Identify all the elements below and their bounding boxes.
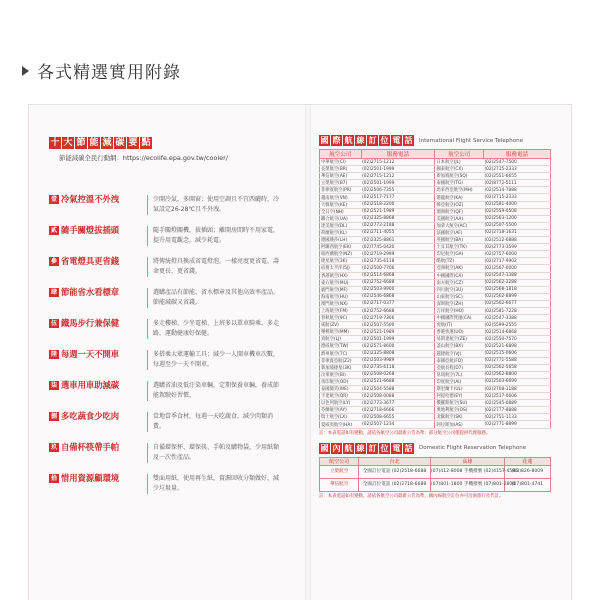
phone-cell: (02)2773-3599 [483, 244, 550, 251]
airline-cell: 德威航空(TW) [320, 343, 362, 350]
phone-cell: (02)2325-8861 [361, 237, 435, 244]
left-page-subtitle: 節能減碳全民行動網：https://ecolife.epa.gov.tw/cooler/ [59, 154, 228, 162]
airline-cell: 紐西蘭航空(NZ) [320, 251, 362, 258]
phone-cell: (02)2547-3388 [483, 272, 550, 279]
table-row [320, 187, 551, 194]
tip-item [49, 443, 295, 463]
phone-cell: (02)2771-5588 [483, 357, 550, 364]
section-subtitle: Domestic Flight Reservation Telephone [419, 445, 527, 452]
title-char: 減 [102, 138, 112, 148]
airline-cell: 土耳其航空(TK) [435, 244, 484, 251]
phone-cell: (02)5599-2555 [483, 322, 550, 329]
phone-cell: (02)2518-2200 [361, 201, 435, 208]
airline-cell: 華信航空 [320, 478, 359, 491]
airline-cell: 深圳航空(ZH) [435, 300, 484, 307]
table-row [320, 173, 551, 180]
airline-cell: 奧地利航空(OS) [435, 407, 484, 414]
left-page [49, 137, 295, 492]
tip-number-badge: 壹 [50, 196, 57, 203]
title-char: 國 [320, 443, 329, 453]
phone-cell: (02)2502-6677 [483, 300, 550, 307]
airline-cell: 亞洲航空(AK) [435, 265, 484, 272]
airline-cell: 菲律賓航空(PR) [320, 187, 362, 194]
phone-cell: (02)2325-8808 [361, 350, 435, 357]
phone-cell: (07)801-4741 [504, 478, 550, 491]
tip-item [49, 350, 295, 370]
domestic-section-title [319, 443, 551, 454]
right-page [319, 135, 551, 500]
phone-cell: (02)2551-6655 [483, 173, 550, 180]
phone-cell: (02)2325-8868 [361, 215, 435, 222]
tip-title: 自備杯筷帶手帕 [61, 442, 120, 452]
table-row [320, 322, 551, 329]
airline-cell: 港龍航空(KA) [435, 194, 484, 201]
phone-cell: (02)2715-2333 [483, 166, 550, 173]
table-row [320, 364, 551, 371]
airline-cell: 阿聯酋航空(EK) [320, 244, 362, 251]
airline-cell: 美國航空(AA) [435, 215, 484, 222]
airline-cell: 新加坡航空(SQ) [435, 173, 484, 180]
phone-cell: (02)2752-6688 [361, 307, 435, 314]
phone-cell: (02)2507-5500 [483, 222, 550, 229]
table-row [320, 478, 551, 491]
phone-cell: (02)2581-7228 [483, 307, 550, 314]
title-char: 訂 [368, 136, 377, 145]
phone-cell: (02)2773-3677 [361, 400, 435, 407]
phone-cell: (02)2500-7706 [361, 265, 435, 272]
airline-cell: 加拿大航空(AC) [435, 222, 484, 229]
tip-item [49, 195, 295, 215]
airline-cell: 斯里蘭卡(UL) [435, 386, 484, 393]
title-char: 航 [344, 443, 353, 453]
airline-cell: 以色列航空(LY) [320, 400, 362, 407]
title-char: 線 [356, 443, 365, 453]
phone-cell: (02)2757-6000 [483, 251, 550, 258]
title-char: 國 [320, 136, 329, 145]
table-row [320, 286, 551, 293]
phone-cell: (07)412-8008 手機撥號 (02)4157-4596 [430, 465, 504, 478]
column-header: 高雄 [430, 457, 504, 465]
phone-cell: (02)2521-1989 [361, 329, 435, 336]
table-row [320, 201, 551, 208]
table-header-row [320, 150, 551, 159]
tip-title: 選車用車助減碳 [61, 380, 120, 390]
tip-number-badge: 貳 [50, 227, 57, 234]
phone-cell: (02)2562-8899 [483, 293, 550, 300]
airline-cell: 威航(ZV) [320, 322, 362, 329]
phone-cell: (02)2521-6688 [361, 378, 435, 385]
title-char: 大 [63, 138, 73, 148]
airline-cell: 德國漢莎(LH) [320, 237, 362, 244]
airline-cell: 馬印航空(OD) [320, 378, 362, 385]
phone-cell: (02)2568-1818 [483, 286, 550, 293]
table-row [320, 307, 551, 314]
tip-number-badge: 伍 [50, 320, 57, 327]
domestic-note: 註：本表電話如有變動，請依各航空公司最新公告為準，國內線航空訂位亦可洽詢旅行社代訂。 [319, 493, 504, 499]
table-row [320, 329, 551, 336]
airline-cell: 越南航空(VN) [320, 194, 362, 201]
phone-cell: (02)2517-7177 [361, 194, 435, 201]
phone-cell: (02)2547-7500 [483, 159, 550, 166]
title-char: 內 [332, 443, 341, 453]
table-row [320, 421, 551, 428]
tip-number-badge: 拾 [50, 475, 57, 482]
table-row [320, 180, 551, 187]
tip-number-badge: 柒 [50, 382, 57, 389]
tip-item [49, 257, 295, 277]
table-row [320, 208, 551, 215]
phone-cell: 全國訂位電話 (02)2718-6688 [359, 478, 431, 491]
phone-cell: (07)801-1800 手機撥號 (07)801-2800 [430, 478, 504, 491]
tip-number-badge: 捌 [50, 413, 57, 420]
phone-cell: (02)2507-1234 [361, 421, 435, 428]
phone-cell: (02)2717-9902 [483, 258, 550, 265]
phone-cell: (02)2546-6868 [361, 293, 435, 300]
phone-cell: (02)2506-7255 [361, 187, 435, 194]
table-row [320, 343, 551, 350]
title-char: 話 [404, 443, 413, 453]
airline-cell: 馬來西亞航空(MH) [435, 187, 484, 194]
phone-cell: (02)8772-5111 [483, 180, 550, 187]
phone-cell: (02)2508-0088 [361, 393, 435, 400]
phone-cell: (02)2508-6655 [361, 414, 435, 421]
airline-cell: 真航空(LJ) [320, 336, 362, 343]
phone-cell: (02)2717-0377 [361, 300, 435, 307]
phone-cell: (02)2771-8899 [483, 421, 550, 428]
tip-number-badge: 肆 [50, 289, 57, 296]
airline-cell: 韓亞航空(OZ) [435, 201, 484, 208]
phone-cell: (02)2562-5658 [483, 364, 550, 371]
table-row [320, 371, 551, 378]
phone-cell: (02)2504-5588 [361, 386, 435, 393]
airline-cell: 印尼航空(GA) [435, 251, 484, 258]
triangle-bullet-icon [22, 66, 29, 76]
title-char: 位 [380, 136, 389, 145]
tip-item [49, 319, 295, 339]
title-char: 電 [392, 136, 401, 145]
intl-section-title [319, 135, 551, 146]
column-header: 航空公司 [435, 150, 484, 159]
airline-cell: 國泰航空(CX) [435, 166, 484, 173]
airline-cell: 立榮航空(B7) [320, 180, 362, 187]
airline-cell: 香港航空(HX) [320, 272, 362, 279]
phone-cell: (02)2515-0606 [483, 350, 550, 357]
phone-cell: (02)2501-1999 [361, 180, 435, 187]
phone-cell: (02)2719-2999 [361, 251, 435, 258]
phone-cell: (02)2571-8600 [361, 343, 435, 350]
title-char: 電 [392, 443, 401, 453]
title-char: 要 [128, 138, 138, 148]
title-char: 十 [50, 138, 60, 148]
airline-cell: 瑞士航空(LX) [320, 414, 362, 421]
table-row [320, 407, 551, 414]
phone-cell: (02)2711-4055 [361, 229, 435, 236]
airline-cell: 澳洲航空(QF) [435, 208, 484, 215]
phone-cell: (02)2508-0268 [361, 371, 435, 378]
airline-cell: 芬蘭航空(AY) [320, 407, 362, 414]
phone-cell: (02)2562-2288 [483, 279, 550, 286]
airline-cell: 夏威夷航空(HA) [320, 421, 362, 428]
phone-cell: (02)2563-1200 [483, 215, 550, 222]
airline-cell: 英國航空(BA) [435, 237, 484, 244]
table-row [320, 222, 551, 229]
table-row [320, 237, 551, 244]
airline-cell: 泰國航空(TG) [435, 180, 484, 187]
tip-description: 當地當季食材，每週一天吃蔬食，減少肉類消費。 [147, 412, 283, 432]
tip-item [49, 412, 295, 432]
phone-cell: (02)2719-7366 [361, 315, 435, 322]
tip-title: 隨手關燈拔插頭 [61, 225, 120, 235]
airline-cell: 澳門航空(NX) [320, 300, 362, 307]
phone-cell: (02)7745-0420 [361, 244, 435, 251]
phone-cell: (02)2559-0508 [483, 208, 550, 215]
table-header-row [320, 457, 551, 465]
phone-cell: (02)2517-0606 [483, 393, 550, 400]
phone-cell: (02)2501-1999 [361, 166, 435, 173]
tip-item [49, 288, 295, 308]
airline-cell: 酷航(TZ) [435, 258, 484, 265]
airline-cell: 釜山航空(BX) [435, 343, 484, 350]
table-row [320, 357, 551, 364]
airline-cell: 泰國微笑(WE) [320, 386, 362, 393]
phone-cell: (02)2503-9900 [361, 286, 435, 293]
airline-cell: 全日空(NH) [320, 208, 362, 215]
intl-phone-table [319, 149, 551, 429]
phone-cell: (02)2708-1188 [483, 386, 550, 393]
table-row [320, 293, 551, 300]
table-row [320, 194, 551, 201]
airline-cell: 易斯達航空(ZE) [435, 336, 484, 343]
table-row [320, 378, 551, 385]
phone-cell: (02)2512-6888 [483, 237, 550, 244]
airline-cell: 亞航長程(D7) [435, 364, 484, 371]
tip-item [49, 381, 295, 401]
airline-cell: 吉祥航空(HO) [435, 307, 484, 314]
title-char: 線 [356, 136, 365, 145]
tip-title: 省電燈具更省錢 [61, 256, 120, 266]
airline-cell: 阿提哈德(EY) [435, 393, 484, 400]
table-row [320, 393, 551, 400]
title-char: 位 [380, 443, 389, 453]
airline-cell: 四川航空(3U) [435, 286, 484, 293]
airline-cell: 東方航空(MU) [320, 279, 362, 286]
tip-description: 多走樓梯、少坐電梯、上班多以單車騎乘、多走路，運動健康好保健。 [147, 319, 283, 339]
airline-cell: 汶萊航空(BI) [320, 371, 362, 378]
airline-cell: 中華航空(CI) [320, 159, 362, 166]
title-char: 訂 [368, 443, 377, 453]
phone-cell: (02)2751-1133 [483, 414, 550, 421]
tip-item [49, 226, 295, 246]
phone-cell: (02)2550-7570 [483, 336, 550, 343]
tip-description: 多搭乘大眾運輸工具；減少一人開車機車次數，每週至少一天不開車。 [147, 350, 283, 370]
table-row [320, 244, 551, 251]
table-row [320, 279, 551, 286]
table-row [320, 215, 551, 222]
airline-cell: 海南航空(HU) [320, 293, 362, 300]
tip-title: 冷氣控溫不外洩 [61, 194, 120, 204]
booklet-fold [305, 105, 311, 600]
airline-cell: 立榮航空 [320, 465, 359, 478]
airline-cell: 南方航空(CZ) [435, 279, 484, 286]
column-header: 服務電話 [483, 150, 550, 159]
airline-cell: 泰國亞航(FD) [435, 357, 484, 364]
table-row [320, 258, 551, 265]
phone-cell: (02)2752-6688 [361, 279, 435, 286]
title-char: 航 [344, 136, 353, 145]
phone-cell: (02)2777-8888 [483, 407, 550, 414]
tip-description: 選購產品有節能、省水標章及其他高效率產品，節能減碳又省錢。 [147, 288, 283, 308]
title-char: 話 [404, 136, 413, 145]
airline-cell: 香港快運(UO) [435, 329, 484, 336]
airline-cell: 法國航空(AF) [435, 229, 484, 236]
airline-cell: 新加坡捷星(3K) [320, 364, 362, 371]
airline-cell: 聯合航空(UA) [320, 215, 362, 222]
table-row [320, 414, 551, 421]
phone-cell: (02)2545-0889 [483, 400, 550, 407]
tip-title: 每週一天不開車 [61, 349, 120, 359]
page-title: 各式精選實用附錄 [37, 63, 181, 83]
phone-cell: (02)2507-5500 [361, 322, 435, 329]
table-row [320, 229, 551, 236]
phone-cell: (02)2547-3388 [483, 315, 550, 322]
airline-cell: 濟州航空(7C) [320, 350, 362, 357]
airline-cell: 長榮航空(BR) [320, 166, 362, 173]
phone-cell: (02)2503-9989 [361, 357, 435, 364]
table-row [320, 166, 551, 173]
airline-cell: 日本航空(JL) [435, 159, 484, 166]
tip-description: 將傳統燈具換成省電燈泡，一樣亮度更省電，壽命更長、更省錢。 [147, 257, 283, 277]
phone-cell: (02)2715-1212 [361, 159, 435, 166]
tip-title: 鐵馬步行兼保健 [61, 318, 120, 328]
table-row [320, 272, 551, 279]
airline-cell: 大韓航空(KE) [320, 201, 362, 208]
phone-cell: (02)2503-6699 [483, 378, 550, 385]
table-row [320, 386, 551, 393]
column-header: 花蓮 [504, 457, 550, 465]
table-row [320, 265, 551, 272]
airline-cell: 達美航空(DL) [320, 222, 362, 229]
airline-cell: 阿拉斯加(AS) [435, 421, 484, 428]
column-header: 航空公司 [320, 457, 359, 465]
phone-cell: (02)2735-6118 [361, 364, 435, 371]
tip-title: 節能省水看標章 [61, 287, 120, 297]
airline-cell: 印度航空(AI) [435, 378, 484, 385]
section-subtitle: International Flight Service Telephone [419, 137, 523, 144]
title-char: 際 [332, 136, 341, 145]
left-page-title [49, 137, 295, 149]
airline-cell: 宿務太平洋(5J) [320, 265, 362, 272]
airline-cell: 荷蘭航空(KL) [320, 229, 362, 236]
table-row [320, 400, 551, 407]
tip-number-badge: 陸 [50, 351, 57, 358]
airline-cell: 中國國際貨運(CA) [435, 315, 484, 322]
phone-cell: (02)2567-0000 [483, 265, 550, 272]
airline-cell: 卡達航空(QR) [320, 393, 362, 400]
airline-cell: 俄羅斯航空(SU) [435, 400, 484, 407]
phone-cell: (02)2562-8800 [483, 371, 550, 378]
phone-cell: (03)826-8009 [504, 465, 550, 478]
phone-cell: (02)2581-4000 [483, 201, 550, 208]
airline-cell: 越捷航空(VJ) [435, 350, 484, 357]
airline-cell: 菲律賓亞航(Z2) [320, 357, 362, 364]
tip-number-badge: 參 [50, 258, 57, 265]
phone-cell: (02)2718-1631 [483, 229, 550, 236]
airline-cell: 廈門航空(MF) [320, 286, 362, 293]
tip-description: 選購省油及低汙染車輛，定期保養車輛，養成節能駕駛好習慣。 [147, 381, 283, 401]
table-row [320, 465, 551, 478]
airline-cell: 帛琉航空(7L) [435, 371, 484, 378]
table-row [320, 350, 551, 357]
tip-title: 多吃蔬食少吃肉 [61, 411, 120, 421]
tip-description: 少開冷氣，多開窗；使用空調且不宜西曬時，冷氣設定26-28℃且不外洩。 [147, 195, 283, 215]
column-header: 台北 [359, 457, 431, 465]
phone-cell: (02)2514-7888 [483, 187, 550, 194]
tip-title: 惜用資源顧環境 [61, 473, 120, 483]
tip-description: 雙面用紙，使用再生紙，資源回收分類做好，減少垃圾量。 [147, 474, 283, 494]
tip-number-badge: 玖 [50, 444, 57, 451]
title-char: 能 [89, 138, 99, 148]
tip-description: 自備環保杯、環保筷、手帕及購物袋，少用紙類及一次性產品。 [147, 443, 283, 463]
phone-cell: (02)2772-2188 [361, 222, 435, 229]
airline-cell: 捷星航空(3K) [320, 258, 362, 265]
title-char: 碳 [115, 138, 125, 148]
phone-cell: 全國訂位電話 (02)2518-6688 [359, 465, 431, 478]
table-row [320, 300, 551, 307]
airline-cell: 春秋航空(9C) [320, 315, 362, 322]
phone-cell: (02)2715-2333 [483, 194, 550, 201]
title-char: 點 [141, 138, 151, 148]
tip-item [49, 474, 295, 494]
domestic-phone-table [319, 457, 551, 492]
intl-note: 註：本表電話如有變動，請依各航空公司最新公告為準；部分航空公司僅提供代理服務。 [319, 430, 491, 436]
phone-cell: (02)2501-1999 [361, 336, 435, 343]
tip-description: 隨手關燈關機，拔插頭；離開房間時不用家電，提升用電觀念，減少耗電。 [147, 226, 283, 246]
table-row [320, 315, 551, 322]
phone-cell: (02)2735-6118 [361, 258, 435, 265]
column-header: 航空公司 [320, 150, 362, 159]
airline-cell: 北歐航空(SK) [435, 414, 484, 421]
section-header [22, 58, 181, 83]
phone-cell: (02)2521-6898 [483, 343, 550, 350]
phone-cell: (02)2514-6868 [483, 329, 550, 336]
table-row [320, 336, 551, 343]
title-char: 節 [76, 138, 86, 148]
airline-cell: 華信航空(AE) [320, 173, 362, 180]
phone-cell: (02)2521-1989 [361, 208, 435, 215]
airline-cell: 樂桃航空(MM) [320, 329, 362, 336]
table-row [320, 159, 551, 166]
airline-cell: 中國國際(CA) [435, 272, 484, 279]
booklet-spread [28, 104, 572, 600]
airline-cell: 虎航(IT) [435, 322, 484, 329]
phone-cell: (02)2715-1212 [361, 173, 435, 180]
airline-cell: 山東航空(SC) [435, 293, 484, 300]
airline-cell: 上海航空(FM) [320, 307, 362, 314]
phone-cell: (02)2718-6666 [361, 407, 435, 414]
table-row [320, 251, 551, 258]
phone-cell: (02)2514-6868 [361, 272, 435, 279]
column-header: 服務電話 [361, 150, 435, 159]
